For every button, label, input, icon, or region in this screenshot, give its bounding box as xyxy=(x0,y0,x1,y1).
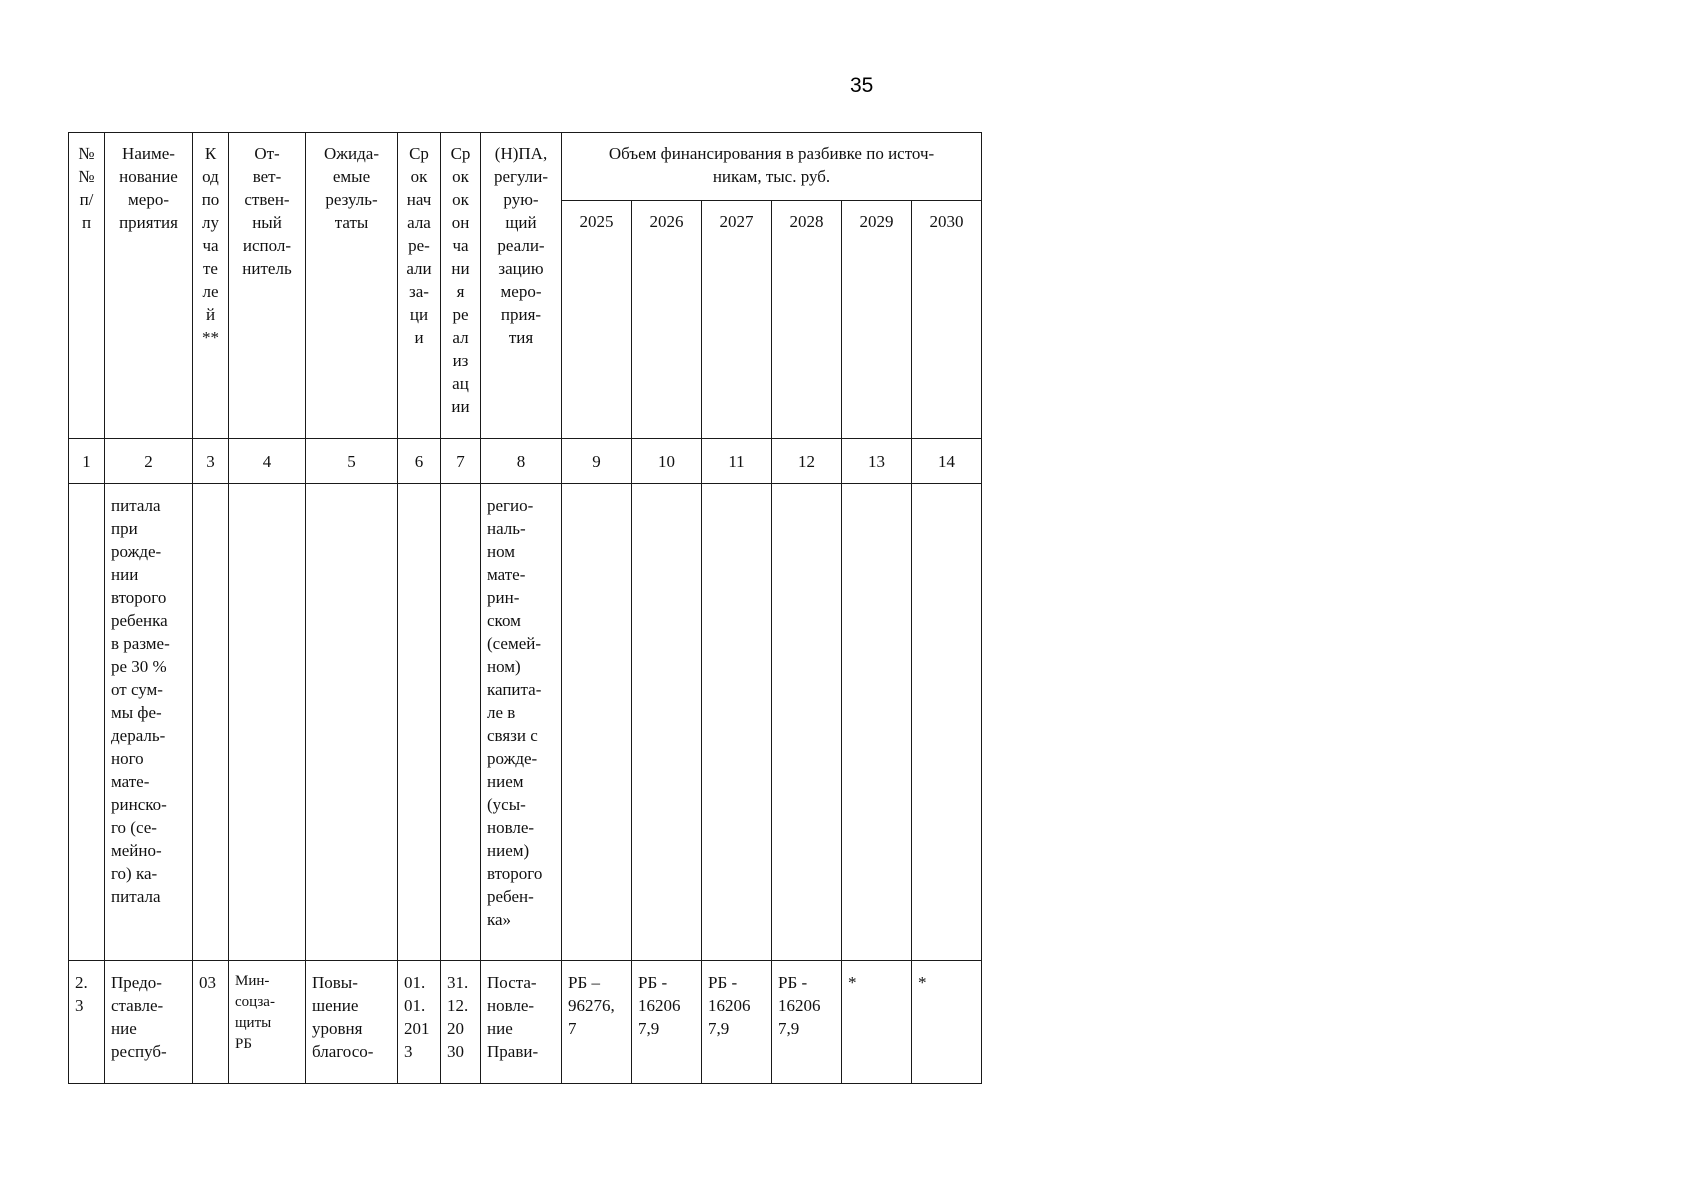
cell-fin-2025 xyxy=(562,484,632,961)
program-activities-table xyxy=(68,132,982,1084)
header-row-1 xyxy=(69,133,982,201)
cell-activity-name: питала при рожде- нии второго ребенка в разме- ре 30 % от сум- мы фе- дераль- ного мате- ринско- го (се- мейно- го) ка- питала xyxy=(105,484,193,961)
cell-fin-2026: РБ - 16206 7,9 xyxy=(632,961,702,1084)
column-number: 2 xyxy=(105,439,193,484)
header-activity-name: Наиме- нование меро- приятия xyxy=(105,133,193,439)
cell-executor: Мин- соцза- щиты РБ xyxy=(229,961,306,1084)
cell-fin-2026 xyxy=(632,484,702,961)
header-year-2025: 2025 xyxy=(562,201,632,439)
cell-fin-2025: РБ – 96276, 7 xyxy=(562,961,632,1084)
column-number: 5 xyxy=(306,439,398,484)
column-number: 6 xyxy=(398,439,441,484)
column-number: 14 xyxy=(912,439,982,484)
table-row-2-3 xyxy=(69,961,982,1084)
cell-expected-results xyxy=(306,484,398,961)
cell-fin-2028: РБ - 16206 7,9 xyxy=(772,961,842,1084)
header-year-2030: 2030 xyxy=(912,201,982,439)
cell-start-date: 01. 01. 201 3 xyxy=(398,961,441,1084)
column-number: 9 xyxy=(562,439,632,484)
cell-regulation: Поста- новле- ние Прави- xyxy=(481,961,562,1084)
cell-fin-2030 xyxy=(912,484,982,961)
header-executor: От- вет- ствен- ный испол- нитель xyxy=(229,133,306,439)
column-number: 4 xyxy=(229,439,306,484)
cell-fin-2029: * xyxy=(842,961,912,1084)
table-row-continuation xyxy=(69,484,982,961)
cell-expected-results: Повы- шение уровня благосо- xyxy=(306,961,398,1084)
header-end-date: Ср ок ок он ча ни я ре ал из ац ии xyxy=(441,133,481,439)
cell-executor xyxy=(229,484,306,961)
cell-recipient-code xyxy=(193,484,229,961)
cell-recipient-code: 03 xyxy=(193,961,229,1084)
column-number: 3 xyxy=(193,439,229,484)
column-number: 13 xyxy=(842,439,912,484)
header-number: № № п/ п xyxy=(69,133,105,439)
cell-fin-2029 xyxy=(842,484,912,961)
header-expected-results: Ожида- емые резуль- таты xyxy=(306,133,398,439)
column-number: 7 xyxy=(441,439,481,484)
cell-activity-name: Предо- ставле- ние респуб- xyxy=(105,961,193,1084)
column-number: 1 xyxy=(69,439,105,484)
header-year-2029: 2029 xyxy=(842,201,912,439)
cell-fin-2028 xyxy=(772,484,842,961)
column-number: 8 xyxy=(481,439,562,484)
cell-number xyxy=(69,484,105,961)
cell-fin-2027 xyxy=(702,484,772,961)
cell-regulation: регио- наль- ном мате- рин- ском (семей- ном) капита- ле в связи с рожде- нием (усы- новле- нием) второго ребен- ка» xyxy=(481,484,562,961)
header-regulation: (Н)ПА, регули- рую- щий реали- зацию меро- прия- тия xyxy=(481,133,562,439)
header-financing: Объем финансирования в разбивке по источ- никам, тыс. руб. xyxy=(562,133,982,201)
column-number: 10 xyxy=(632,439,702,484)
cell-end-date: 31. 12. 20 30 xyxy=(441,961,481,1084)
header-recipient-code: К од по лу ча те ле й ** xyxy=(193,133,229,439)
column-number: 11 xyxy=(702,439,772,484)
column-number: 12 xyxy=(772,439,842,484)
cell-start-date xyxy=(398,484,441,961)
cell-number: 2. 3 xyxy=(69,961,105,1084)
header-year-2026: 2026 xyxy=(632,201,702,439)
header-year-2027: 2027 xyxy=(702,201,772,439)
column-number-row xyxy=(69,439,982,484)
cell-fin-2027: РБ - 16206 7,9 xyxy=(702,961,772,1084)
header-start-date: Ср ок нач ала ре- али за- ци и xyxy=(398,133,441,439)
cell-end-date xyxy=(441,484,481,961)
cell-fin-2030: * xyxy=(912,961,982,1084)
header-year-2028: 2028 xyxy=(772,201,842,439)
page-number: 35 xyxy=(850,74,874,97)
